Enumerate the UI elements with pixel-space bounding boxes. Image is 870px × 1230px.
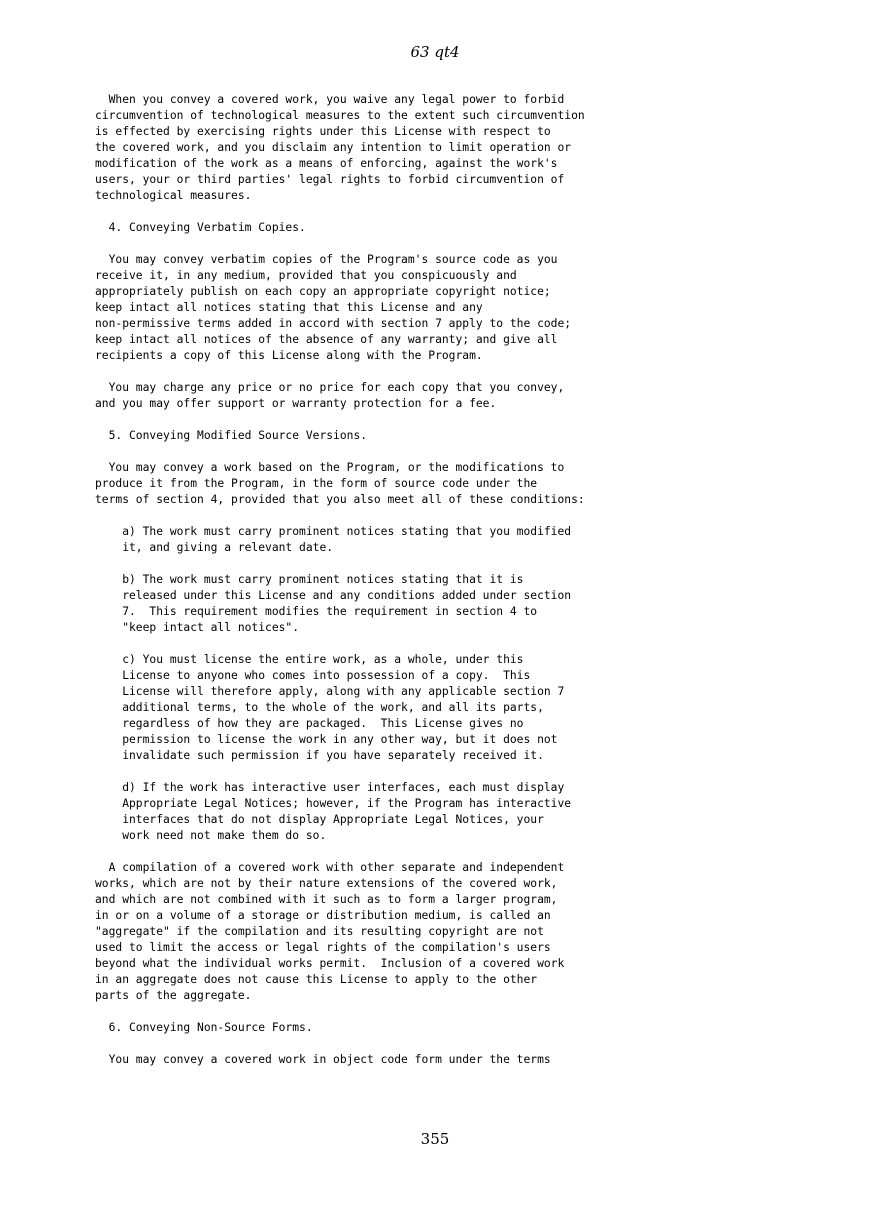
text-line: License will therefore apply, along with any applicable section 7: [95, 685, 565, 698]
text-line: regardless of how they are packaged. This License gives no: [95, 717, 524, 730]
text-line: c) You must license the entire work, as a whole, under this: [95, 653, 524, 666]
text-line: You may charge any price or no price for each copy that you convey,: [95, 381, 565, 394]
text-line: keep intact all notices stating that this License and any: [95, 301, 483, 314]
text-line: modification of the work as a means of enforcing, against the work's: [95, 157, 558, 170]
text-line: and which are not combined with it such as to form a larger program,: [95, 893, 558, 906]
text-line: You may convey verbatim copies of the Program's source code as you: [95, 253, 558, 266]
text-line: in or on a volume of a storage or distribution medium, is called an: [95, 909, 551, 922]
text-line: is effected by exercising rights under this License with respect to: [95, 125, 551, 138]
text-line: it, and giving a relevant date.: [95, 541, 334, 554]
text-line: recipients a copy of this License along with the Program.: [95, 349, 483, 362]
text-line: work need not make them do so.: [95, 829, 327, 842]
text-line: non-permissive terms added in accord with section 7 apply to the code;: [95, 317, 572, 330]
text-line: Appropriate Legal Notices; however, if the Program has interactive: [95, 797, 572, 810]
text-line: When you convey a covered work, you waive any legal power to forbid: [95, 93, 565, 106]
text-line: d) If the work has interactive user interfaces, each must display: [95, 781, 565, 794]
text-line: beyond what the individual works permit. Inclusion of a covered work: [95, 957, 565, 970]
text-line: You may convey a work based on the Program, or the modifications to: [95, 461, 565, 474]
text-line: the covered work, and you disclaim any intention to limit operation or: [95, 141, 572, 154]
text-line: 6. Conveying Non-Source Forms.: [95, 1021, 313, 1034]
text-line: invalidate such permission if you have separately received it.: [95, 749, 544, 762]
text-line: used to limit the access or legal rights of the compilation's users: [95, 941, 551, 954]
text-line: 5. Conveying Modified Source Versions.: [95, 429, 368, 442]
text-line: technological measures.: [95, 189, 252, 202]
text-line: a) The work must carry prominent notices stating that you modified: [95, 525, 572, 538]
text-line: "aggregate" if the compilation and its resulting copyright are not: [95, 925, 544, 938]
text-line: works, which are not by their nature extensions of the covered work,: [95, 877, 558, 890]
text-line: License to anyone who comes into possession of a copy. This: [95, 669, 531, 682]
text-line: A compilation of a covered work with other separate and independent: [95, 861, 565, 874]
text-line: parts of the aggregate.: [95, 989, 252, 1002]
text-line: additional terms, to the whole of the work, and all its parts,: [95, 701, 544, 714]
text-line: terms of section 4, provided that you also meet all of these conditions:: [95, 493, 585, 506]
text-line: interfaces that do not display Appropriate Legal Notices, your: [95, 813, 544, 826]
text-line: released under this License and any conditions added under section: [95, 589, 572, 602]
license-text-body: [95, 92, 795, 1068]
text-line: and you may offer support or warranty protection for a fee.: [95, 397, 497, 410]
text-line: produce it from the Program, in the form of source code under the: [95, 477, 538, 490]
text-line: 7. This requirement modifies the requirement in section 4 to: [95, 605, 538, 618]
text-line: b) The work must carry prominent notices stating that it is: [95, 573, 524, 586]
text-line: circumvention of technological measures to the extent such circumvention: [95, 109, 585, 122]
text-line: in an aggregate does not cause this License to apply to the other: [95, 973, 538, 986]
page-number: 355: [420, 1130, 450, 1148]
text-line: appropriately publish on each copy an appropriate copyright notice;: [95, 285, 551, 298]
text-line: users, your or third parties' legal rights to forbid circumvention of: [95, 173, 565, 186]
page-header: 63 qt4: [410, 43, 460, 61]
text-line: receive it, in any medium, provided that you conspicuously and: [95, 269, 517, 282]
text-line: keep intact all notices of the absence of any warranty; and give all: [95, 333, 558, 346]
text-line: permission to license the work in any other way, but it does not: [95, 733, 558, 746]
text-line: You may convey a covered work in object code form under the terms: [95, 1053, 551, 1066]
text-line: "keep intact all notices".: [95, 621, 300, 634]
text-line: 4. Conveying Verbatim Copies.: [95, 221, 306, 234]
